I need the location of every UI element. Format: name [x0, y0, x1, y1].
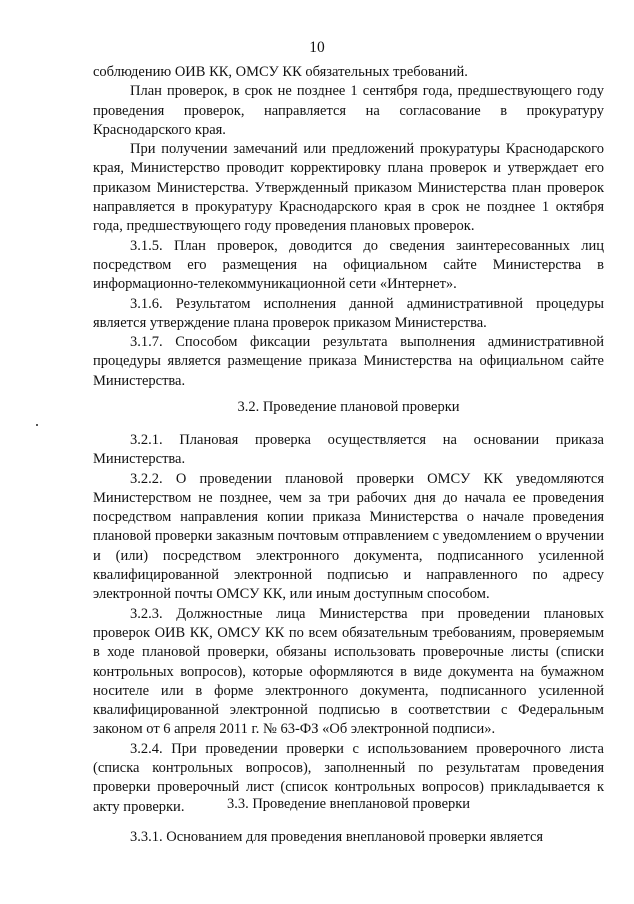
paragraph: План проверок, в срок не позднее 1 сентября года, предшествующего году проведения проверок, направляется на согласование в прокуратуру Краснодарского края. [93, 83, 604, 138]
paragraph: При получении замечаний или предложений прокуратуры Краснодарского края, Министерство проводит корректировку плана проверок и утверждает его приказом Министерства. Утвержденный приказом Министерства план проверок направляется в прокуратуру Краснодарского края в срок не позднее 1 октября года, предшествующего году проведения плановых проверок. [93, 141, 604, 235]
section-3-3-body [93, 828, 604, 847]
paragraph: 3.2.3. Должностные лица Министерства при проведении плановых проверок ОИВ КК, ОМСУ КК по всем обязательным требованиям, проверяемым в ходе плановой проверки, обязаны использовать проверочные листы (списки контрольных вопросов), которые оформляются в виде документа на бумажном носителе или в форме электронного документа, подписанного усиленной квалифицированной электронной подписью в соответствии с Федеральным законом от 6 апреля 2011 г. № 63-ФЗ «Об электронной подписи». [93, 605, 604, 738]
paragraph: 3.2.4. При проведении проверки с использованием проверочного листа (списка контрольных вопросов), заполненный по результатам проведения проверки проверочный лист (список контрольных вопросов) прикладывается к акту проверки. [93, 740, 604, 815]
paragraph: 3.1.5. План проверок, доводится до сведения заинтересованных лиц посредством его размещения на официальном сайте Министерства в информационно-телекоммуникационной сети «Интернет». [93, 237, 604, 293]
paragraph: 3.1.6. Результатом исполнения данной административной процедуры является утверждение плана проверок приказом Министерства. [93, 295, 604, 331]
paragraph: 3.2.2. О проведении плановой проверки ОМСУ КК уведомляются Министерством не позднее, чем за три рабочих дня до начала ее проведения посредством направления копии приказа Министерства о начале проведения плановой проверки заказным почтовым отправлением с уведомлением о вручении и (или) посредством электронного документа, подписанного усиленной квалифицированной электронной подписью и направленного по адресу электронной почты ОМСУ КК, или иным доступным способом. [93, 470, 604, 603]
scan-speck [36, 424, 38, 426]
paragraph: соблюдению ОИВ КК, ОМСУ КК обязательных требований. [93, 64, 468, 80]
paragraph: 3.1.7. Способом фиксации результата выполнения административной процедуры является размещение приказа Министерства на официальном сайте Министерства. [93, 334, 604, 389]
page-number: 10 [309, 39, 325, 56]
paragraph: 3.3.1. Основанием для проведения внеплановой проверки является [130, 829, 544, 845]
heading-3-3: 3.3. Проведение внеплановой проверки [226, 796, 471, 812]
section-3-1-continuation [93, 63, 604, 391]
heading-3-2: 3.2. Проведение плановой проверки [237, 399, 460, 415]
section-3-2-body [93, 431, 604, 817]
paragraph: 3.2.1. Плановая проверка осуществляется на основании приказа Министерства. [93, 432, 604, 468]
